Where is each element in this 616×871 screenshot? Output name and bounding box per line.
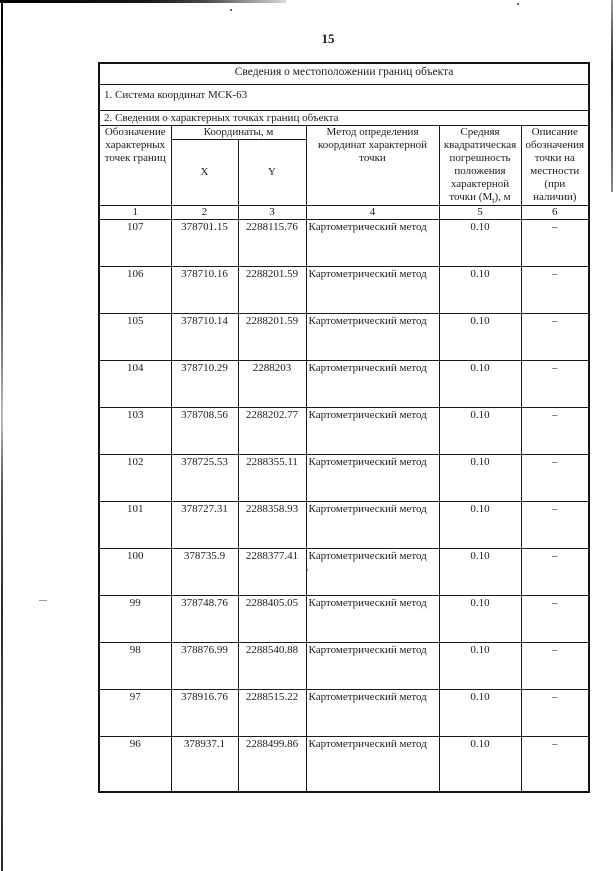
cell-method: Картометрический метод	[306, 361, 439, 408]
cell-x: 378748.76	[171, 596, 238, 643]
column-number: 4	[306, 206, 439, 220]
cell-mse: 0.10	[439, 314, 521, 361]
cell-y: 2288499.86	[238, 737, 306, 793]
column-number: 2	[171, 206, 238, 220]
header-mse-text: Средняя квадратическая погрешность положения характерной точки (M	[443, 125, 517, 203]
cell-y: 2288202.77	[238, 408, 306, 455]
boundary-points-table	[98, 62, 590, 793]
cell-point: 100	[99, 549, 171, 596]
column-number: 5	[439, 206, 521, 220]
scan-speck	[230, 9, 232, 11]
cell-mark: –	[521, 267, 589, 314]
cell-mse: 0.10	[439, 220, 521, 267]
column-numbers-row	[99, 206, 589, 220]
cell-mark: –	[521, 220, 589, 267]
cell-mse: 0.10	[439, 549, 521, 596]
cell-mark: –	[521, 643, 589, 690]
cell-point: 99	[99, 596, 171, 643]
cell-method: Картометрический метод	[306, 455, 439, 502]
scan-edge-artifact-top	[0, 0, 286, 3]
cell-y: 2288203	[238, 361, 306, 408]
table-row	[99, 737, 589, 793]
table-row	[99, 314, 589, 361]
cell-method: Картометрический метод	[306, 267, 439, 314]
cell-point: 102	[99, 455, 171, 502]
cell-method: Картометрический метод	[306, 408, 439, 455]
table-row	[99, 267, 589, 314]
cell-point: 96	[99, 737, 171, 793]
cell-point: 104	[99, 361, 171, 408]
cell-x: 378916.76	[171, 690, 238, 737]
cell-method: Картометрический метод	[306, 643, 439, 690]
table-row	[99, 549, 589, 596]
table-row	[99, 408, 589, 455]
coordinate-system-row	[99, 85, 589, 111]
cell-x: 378708.56	[171, 408, 238, 455]
cell-x: 378937.1	[171, 737, 238, 793]
cell-mark: –	[521, 690, 589, 737]
column-number: 3	[238, 206, 306, 220]
cell-x: 378727.31	[171, 502, 238, 549]
cell-method: Картометрический метод	[306, 737, 439, 793]
table-row	[99, 690, 589, 737]
scan-edge-artifact-right	[611, 0, 613, 192]
cell-method: Картометрический метод	[306, 314, 439, 361]
cell-mark: –	[521, 549, 589, 596]
table-row	[99, 455, 589, 502]
cell-method: Картометрический метод	[306, 549, 439, 596]
cell-y: 2288540.88	[238, 643, 306, 690]
cell-y: 2288201.59	[238, 314, 306, 361]
cell-mark: –	[521, 314, 589, 361]
cell-mark: –	[521, 455, 589, 502]
cell-x: 378710.29	[171, 361, 238, 408]
cell-x: 378701.15	[171, 220, 238, 267]
cell-mark: –	[521, 361, 589, 408]
cell-point: 101	[99, 502, 171, 549]
table-row	[99, 220, 589, 267]
cell-method: Картометрический метод	[306, 502, 439, 549]
cell-y: 2288377.41	[238, 549, 306, 596]
page-number: 15	[321, 31, 335, 46]
cell-mse: 0.10	[439, 596, 521, 643]
cell-mse: 0.10	[439, 690, 521, 737]
cell-x: 378725.53	[171, 455, 238, 502]
cell-point: 98	[99, 643, 171, 690]
header-coordinates: Координаты, м	[171, 125, 306, 139]
table-row	[99, 643, 589, 690]
column-headers-row	[99, 125, 589, 139]
table-title: Сведения о местоположении границ объекта	[99, 63, 589, 85]
cell-point: 97	[99, 690, 171, 737]
header-x: X	[171, 140, 238, 206]
cell-mse: 0.10	[439, 502, 521, 549]
header-point-designation: Обозначение характерных точек границ	[99, 125, 171, 205]
cell-mse: 0.10	[439, 643, 521, 690]
header-mse	[439, 125, 521, 205]
header-mark-description: Описание обозначения точки на местности (при наличии)	[521, 125, 589, 205]
cell-y: 2288115.76	[238, 220, 306, 267]
coordinate-system-label: 1. Система координат МСК-63	[99, 85, 589, 111]
cell-method: Картометрический метод	[306, 596, 439, 643]
cell-y: 2288515.22	[238, 690, 306, 737]
header-y: Y	[238, 140, 306, 206]
cell-method: Картометрический метод	[306, 690, 439, 737]
cell-y: 2288405.05	[238, 596, 306, 643]
cell-point: 105	[99, 314, 171, 361]
cell-point: 106	[99, 267, 171, 314]
cell-point: 107	[99, 220, 171, 267]
cell-x: 378876.99	[171, 643, 238, 690]
table-row	[99, 596, 589, 643]
cell-mse: 0.10	[439, 361, 521, 408]
table-row	[99, 502, 589, 549]
cell-x: 378735.9	[171, 549, 238, 596]
cell-point: 103	[99, 408, 171, 455]
cell-method: Картометрический метод	[306, 220, 439, 267]
header-method: Метод определения координат характерной точки	[306, 125, 439, 205]
cell-mse: 0.10	[439, 737, 521, 793]
column-number: 1	[99, 206, 171, 220]
margin-dash-mark	[39, 600, 47, 601]
cell-mse: 0.10	[439, 408, 521, 455]
scan-speck	[517, 3, 519, 5]
table-title-row	[99, 63, 589, 85]
cell-y: 2288201.59	[238, 267, 306, 314]
column-number: 6	[521, 206, 589, 220]
cell-mse: 0.10	[439, 267, 521, 314]
header-mse-tail: ), м	[494, 190, 511, 203]
cell-mse: 0.10	[439, 455, 521, 502]
cell-x: 378710.16	[171, 267, 238, 314]
table-row	[99, 361, 589, 408]
cell-x: 378710.14	[171, 314, 238, 361]
cell-mark: –	[521, 408, 589, 455]
scan-edge-artifact-left	[1, 0, 3, 871]
cell-mark: –	[521, 502, 589, 549]
cell-y: 2288355.11	[238, 455, 306, 502]
points-section-label: 2. Сведения о характерных точках границ объекта	[99, 111, 589, 126]
header-mse-subscript: t	[492, 196, 495, 205]
cell-mark: –	[521, 737, 589, 793]
cell-mark: –	[521, 596, 589, 643]
points-section-row	[99, 111, 589, 126]
cell-y: 2288358.93	[238, 502, 306, 549]
